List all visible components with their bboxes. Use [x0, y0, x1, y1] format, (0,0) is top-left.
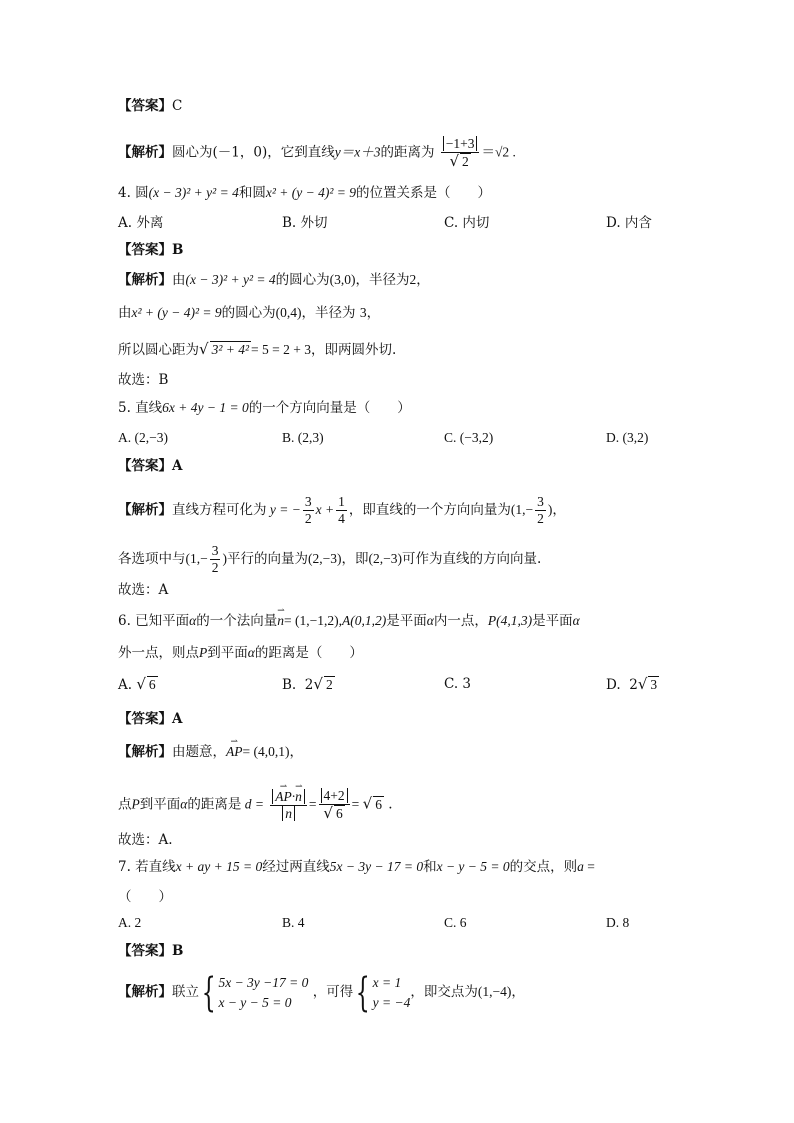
- q4-analysis-2: 由x² + (y − 4)² = 9的圆心为(0,4)，半径为 3，: [118, 305, 381, 321]
- q4-option-a[interactable]: A. 外离: [118, 215, 164, 231]
- point-p: P(4,1,3): [487, 613, 533, 628]
- q5-option-c[interactable]: C. (−3,2): [444, 430, 494, 445]
- q7-line-2: x − y − 5 = 0: [436, 859, 510, 874]
- analysis-q3: [118, 136, 516, 170]
- solution-system: [373, 973, 411, 1013]
- solution-y: y = −4: [372, 994, 411, 1010]
- distance-fraction: $\frac{-1+3}{√ 2}$: [441, 136, 480, 170]
- q5-option-b[interactable]: B. (2,3): [282, 430, 324, 445]
- q5-analysis-2: 各选项中与(1,− $\frac{3}{2}$ )平行的向量为(2,−3)，即(2,−3)可作为直线的方向向量.: [118, 543, 542, 575]
- frac-den-2: 2: [304, 511, 312, 526]
- system-eq-2: x − y − 5 = 0: [218, 994, 292, 1010]
- center-2: (0,4): [275, 305, 302, 320]
- q7-option-c[interactable]: C. 6: [444, 915, 467, 930]
- frac-num-1: 1: [338, 494, 345, 509]
- q6-option-d[interactable]: D. 2√ 3: [606, 675, 658, 693]
- q7-line-1: 5x − 3y − 17 = 0: [329, 859, 424, 874]
- fraction-result: ＝√2 .: [481, 144, 516, 160]
- center-1: (3,0): [329, 272, 356, 287]
- question-7-stem-1: 7. 若直线x + ay + 15 = 0经过两直线5x − 3y − 17 = 0和x − y − 5 = 0的交点，则a =: [118, 859, 595, 875]
- question-7-stem-2: （ ）: [118, 889, 172, 905]
- q7-answer: 【答案】B: [118, 943, 184, 959]
- q6-option-a[interactable]: A. √ 6: [118, 675, 156, 693]
- q4-analysis-3: 所以圆心距为√ 3² + 4² = 5 = 2 + 3，即两圆外切.: [118, 340, 397, 358]
- answer-tag: 【答案】: [118, 98, 172, 114]
- q5-conclusion: 故选：A: [118, 582, 169, 598]
- question-6-stem-1: 6. 已知平面α的一个法向量⇀ n= (1,−1,2),A(0,1,2)是平面α内一点，P(4,1,3)是平面α: [118, 611, 580, 631]
- q5-analysis-1: 【解析】直线方程可化为 y = − $\frac{3}{2}$ x + $\frac{1}{4}$ ，即直线的一个方向向量为(1,− $\frac{3}{2}$ )，: [118, 494, 566, 526]
- frac-den-4: 4: [338, 511, 345, 526]
- intersection-point: (1,−4): [477, 984, 512, 999]
- question-4-stem: 4. 圆(x − 3)² + y² = 4和圆x² + (y − 4)² = 9的位置关系是（ ）: [118, 185, 491, 201]
- ap-vector-value: = (4,0,1): [242, 744, 290, 759]
- normal-vector-value: = (1,−1,2),: [284, 613, 342, 628]
- system-of-equations: [218, 973, 308, 1013]
- q5-line-equation: 6x + 4y − 1 = 0: [162, 400, 249, 415]
- circle-2-equation: x² + (y − 4)² = 9: [265, 185, 356, 200]
- solution-x: x = 1: [372, 974, 402, 990]
- radius-2: 3: [359, 305, 367, 320]
- q4-option-c[interactable]: C. 内切: [444, 215, 490, 231]
- q4-option-b[interactable]: B. 外切: [282, 215, 328, 231]
- question-6-stem-2: 外一点，则点P到平面α的距离是（ ）: [118, 645, 363, 661]
- q7-option-d[interactable]: D. 8: [606, 915, 630, 930]
- analysis-tag: 【解析】: [118, 144, 172, 161]
- q7-option-b[interactable]: B. 4: [282, 915, 305, 930]
- circle-1-equation: (x − 3)² + y² = 4: [148, 185, 239, 200]
- q6-option-b[interactable]: B. 2√ 2: [282, 675, 333, 693]
- circle-1-eq-ref: (x − 3)² + y² = 4: [185, 272, 276, 287]
- q7-line: x + ay + 15 = 0: [175, 859, 263, 874]
- question-5-stem: 5. 直线6x + 4y − 1 = 0的一个方向向量是（ ）: [118, 400, 411, 416]
- q4-conclusion: 故选：B: [118, 372, 169, 388]
- q4-answer: 【答案】B: [118, 242, 184, 258]
- fraction-numerator: −1+3: [443, 136, 478, 151]
- fraction-denominator: 2: [462, 154, 469, 169]
- q6-answer: 【答案】A: [118, 711, 183, 727]
- distance-result: = 5 = 2 + 3: [251, 342, 311, 357]
- radius-1: 2: [409, 272, 417, 287]
- analysis-text-a: 圆心为(－1，0)，它到直线: [172, 144, 335, 161]
- q6-analysis-1: 【解析】由题意，⇀ AP= (4,0,1)，: [118, 742, 303, 762]
- line-equation: y＝x＋3: [334, 144, 381, 160]
- q4-analysis-1: 【解析】由(x − 3)² + y² = 4的圆心为(3,0)，半径为2，: [118, 272, 430, 288]
- analysis-text-b: 的距离为: [380, 144, 435, 161]
- point-a: A(0,1,2): [341, 613, 387, 628]
- q4-option-d[interactable]: D. 内含: [606, 215, 652, 231]
- q7-option-a[interactable]: A. 2: [118, 915, 142, 930]
- circle-2-eq-ref: x² + (y − 4)² = 9: [131, 305, 222, 320]
- answer-value: C: [172, 98, 183, 114]
- q5-option-d[interactable]: D. (3,2): [606, 430, 649, 445]
- distance-radicand: 3² + 4²: [211, 342, 250, 357]
- parallel-vector: (2,−3): [307, 551, 342, 566]
- frac-num-3: 3: [304, 494, 312, 509]
- answer-q3: [118, 96, 182, 116]
- q6-option-c[interactable]: C. 3: [444, 676, 472, 692]
- q5-answer: 【答案】A: [118, 458, 183, 474]
- q6-conclusion: 故选：A.: [118, 832, 173, 848]
- q5-option-a[interactable]: A. (2,−3): [118, 430, 168, 445]
- system-eq-1: 5x − 3y −17 = 0: [218, 974, 309, 990]
- q7-analysis: 【解析】联立{ 5x − 3y −17 = 0 x − y − 5 = 0 ，可得{ x = 1 y = −4 ，即交点为(1,−4)，: [118, 969, 525, 1016]
- q6-analysis-2: 点P到平面α的距离是 d = ⇀ $\frac{AP\cdot⇀ n}{n}$ = $\frac{4+2}{√ 6}$ = √ 6 .: [118, 788, 393, 822]
